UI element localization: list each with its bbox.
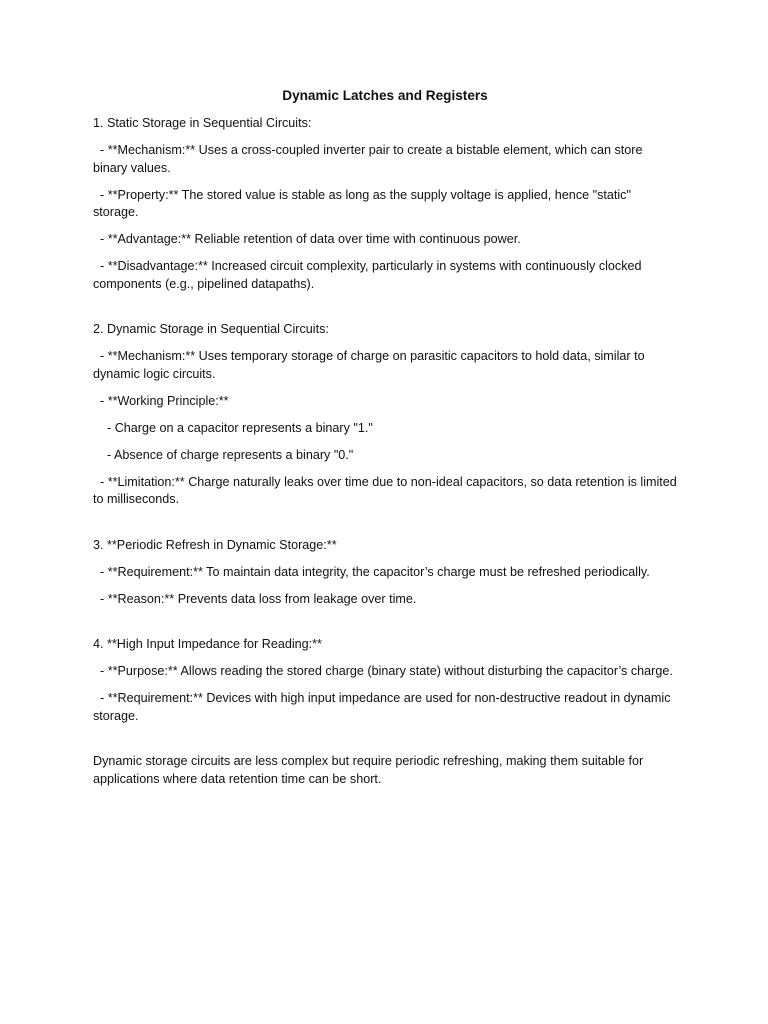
list-item: - Charge on a capacitor represents a binary "1." xyxy=(93,420,373,435)
list-item: - **Reason:** Prevents data loss from leakage over time. xyxy=(93,591,417,606)
document-title: Dynamic Latches and Registers xyxy=(282,88,488,103)
section-spacer xyxy=(93,725,677,753)
section-heading: 2. Dynamic Storage in Sequential Circuits: xyxy=(93,322,329,336)
section-periodic-refresh xyxy=(93,537,677,609)
list-item: - **Requirement:** To maintain data integrity, the capacitor’s charge must be refreshed periodically. xyxy=(93,564,650,579)
section-heading: 1. Static Storage in Sequential Circuits: xyxy=(93,116,312,130)
list-item: - **Property:** The stored value is stable as long as the supply voltage is applied, hence "static" storage. xyxy=(93,187,635,219)
list-item: - **Advantage:** Reliable retention of data over time with continuous power. xyxy=(93,232,521,246)
closing-paragraph: Dynamic storage circuits are less complex but require periodic refreshing, making them suitable for applications where data retention time can be short. xyxy=(93,754,644,786)
document-body xyxy=(93,86,681,788)
list-item: - **Working Principle:** xyxy=(93,393,229,408)
list-item: - **Mechanism:** Uses a cross-coupled inverter pair to create a bistable element, which can store binary values. xyxy=(93,143,646,175)
section-spacer xyxy=(93,608,677,636)
list-item: - **Mechanism:** Uses temporary storage of charge on parasitic capacitors to hold data, similar to dynamic logic circuits. xyxy=(93,349,649,381)
section-static-storage xyxy=(93,115,677,293)
list-item: - **Purpose:** Allows reading the stored charge (binary state) without disturbing the capacitor’s charge. xyxy=(93,664,673,678)
list-item: - **Requirement:** Devices with high input impedance are used for non-destructive readout in dynamic storage. xyxy=(93,691,675,723)
section-dynamic-storage xyxy=(93,321,681,509)
section-heading: 3. **Periodic Refresh in Dynamic Storage:** xyxy=(93,537,337,552)
section-input-impedance xyxy=(93,636,677,725)
list-item: - **Limitation:** Charge naturally leaks over time due to non-ideal capacitors, so data retention is limited to milliseconds. xyxy=(93,474,681,506)
section-heading: 4. **High Input Impedance for Reading:** xyxy=(93,637,322,651)
section-spacer xyxy=(93,293,677,321)
section-spacer xyxy=(93,509,677,537)
list-item: - **Disadvantage:** Increased circuit complexity, particularly in systems with continuously clocked components (e.g., pipelined datapaths). xyxy=(93,259,646,291)
list-item: - Absence of charge represents a binary "0." xyxy=(93,447,354,462)
